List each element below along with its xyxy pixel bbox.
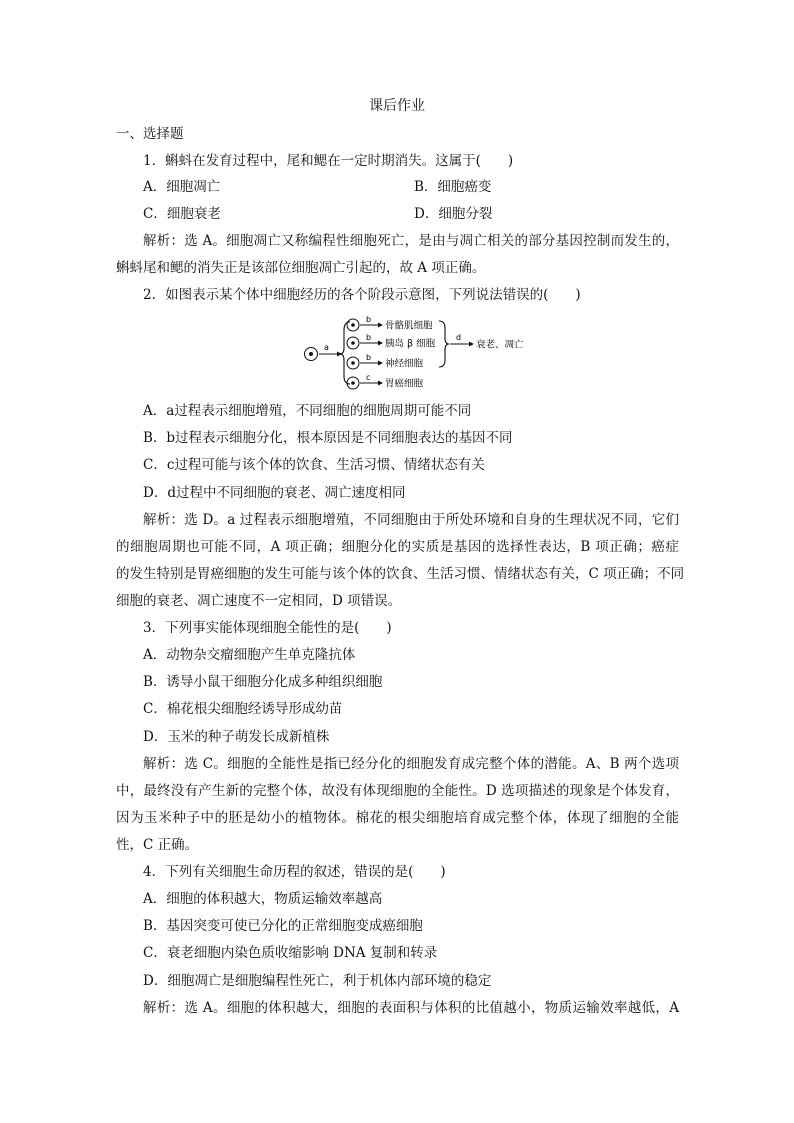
- cell-row: [347, 373, 424, 390]
- question-3-analysis-line: 因为玉米种子中的胚是幼小的植物体。棉花的根尖细胞培育成完整个体，体现了细胞的全能: [116, 810, 679, 826]
- label-a: a: [324, 343, 329, 352]
- cell-row: [347, 315, 433, 332]
- question-4-option-a: A．细胞的体积越大，物质运输效率越高: [143, 891, 383, 907]
- question-1-analysis-line: 蝌蚪尾和鳃的消失正是该部位细胞凋亡引起的，故 A 项正确。: [116, 260, 486, 276]
- question-4-option-c: C．衰老细胞内染色质收缩影响 DNA 复制和转录: [143, 945, 438, 961]
- question-2-option-a: A．a过程表示细胞增殖，不同细胞的细胞周期可能不同: [143, 403, 472, 419]
- cell-row: [347, 353, 424, 370]
- question-1-option-b: B．细胞癌变: [414, 179, 492, 195]
- section-heading: 一、选择题: [116, 126, 184, 142]
- question-2-option-b: B．b过程表示细胞分化，根本原因是不同细胞表达的基因不同: [143, 430, 513, 446]
- label-b: b: [366, 353, 372, 362]
- question-2-analysis-line: 的细胞周期也可能不同，A 项正确；细胞分化的实质是基因的选择性表达，B 项正确；癌症: [116, 539, 679, 555]
- result-label: 衰老、凋亡: [476, 339, 524, 351]
- question-1-analysis-line: 解析：选 A。细胞凋亡又称编程性细胞死亡，是由与凋亡相关的部分基因控制而发生的，: [143, 233, 679, 249]
- question-3-analysis-line: 性，C 正确。: [116, 837, 199, 853]
- question-2-option-d: D．d过程中不同细胞的衰老、凋亡速度相同: [143, 485, 406, 501]
- question-3-option-a: A．动物杂交瘤细胞产生单克隆抗体: [143, 647, 356, 663]
- question-4-stem: 4．下列有关细胞生命历程的叙述，错误的是( ): [143, 864, 446, 880]
- question-2-option-c: C．c过程可能与该个体的饮食、生活习惯、情绪状态有关: [143, 457, 485, 473]
- cell-type-label: 胰岛 β 细胞: [385, 338, 436, 350]
- label-b: b: [366, 315, 372, 324]
- cell-type-label: 神经细胞: [385, 358, 424, 370]
- question-1-option-a: A．细胞凋亡: [143, 179, 221, 195]
- question-2-analysis-line: 细胞的衰老、凋亡速度不一定相同，D 项错误。: [116, 593, 402, 609]
- question-4-option-d: D．细胞凋亡是细胞编程性死亡，利于机体内部环境的稳定: [143, 973, 492, 989]
- question-4-analysis-line: 解析：选 A。细胞的体积越大，细胞的表面积与体积的比值越小，物质运输效率越低，A: [143, 1000, 679, 1016]
- cell-process-diagram: [295, 312, 535, 392]
- page-title: 课后作业: [369, 98, 425, 114]
- label-c: c: [366, 373, 371, 382]
- question-4-option-b: B．基因突变可使已分化的正常细胞变成癌细胞: [143, 918, 423, 934]
- question-1-option-d: D．细胞分裂: [414, 206, 493, 222]
- left-brace: [340, 322, 350, 384]
- cell-type-label: 胃癌细胞: [385, 378, 424, 390]
- question-1-option-c: C．细胞衰老: [143, 206, 221, 222]
- cell-type-label: 骨骼肌细胞: [385, 320, 433, 332]
- question-3-stem: 3．下列事实能体现细胞全能性的是( ): [143, 620, 392, 636]
- question-3-option-b: B．诱导小鼠干细胞分化成多种组织细胞: [143, 674, 383, 690]
- question-2-stem: 2．如图表示某个体中细胞经历的各个阶段示意图，下列说法错误的( ): [143, 287, 581, 303]
- cell-row: [347, 333, 436, 350]
- right-brace: [439, 321, 449, 367]
- question-1-stem: 1．蝌蚪在发育过程中，尾和鳃在一定时期消失。这属于( ): [143, 153, 514, 169]
- question-3-analysis-line: 解析：选 C。细胞的全能性是指已经分化的细胞发育成完整个体的潜能。A、B 两个选项: [143, 756, 679, 772]
- label-b: b: [366, 333, 372, 342]
- label-d: d: [456, 333, 462, 342]
- question-2-analysis-line: 解析：选 D。a 过程表示细胞增殖，不同细胞由于所处环境和自身的生理状况不同，它们: [143, 512, 679, 528]
- question-3-analysis-line: 中，最终没有产生新的完整个体，故没有体现细胞的全能性。D 选项描述的现象是个体发育，: [116, 783, 679, 799]
- question-2-analysis-line: 的发生特别是胃癌细胞的发生可能与该个体的饮食、生活习惯、情绪状态有关，C 项正确；不同: [116, 566, 685, 582]
- question-3-option-d: D．玉米的种子萌发长成新植株: [143, 729, 330, 745]
- question-3-option-c: C．棉花根尖细胞经诱导形成幼苗: [143, 701, 343, 717]
